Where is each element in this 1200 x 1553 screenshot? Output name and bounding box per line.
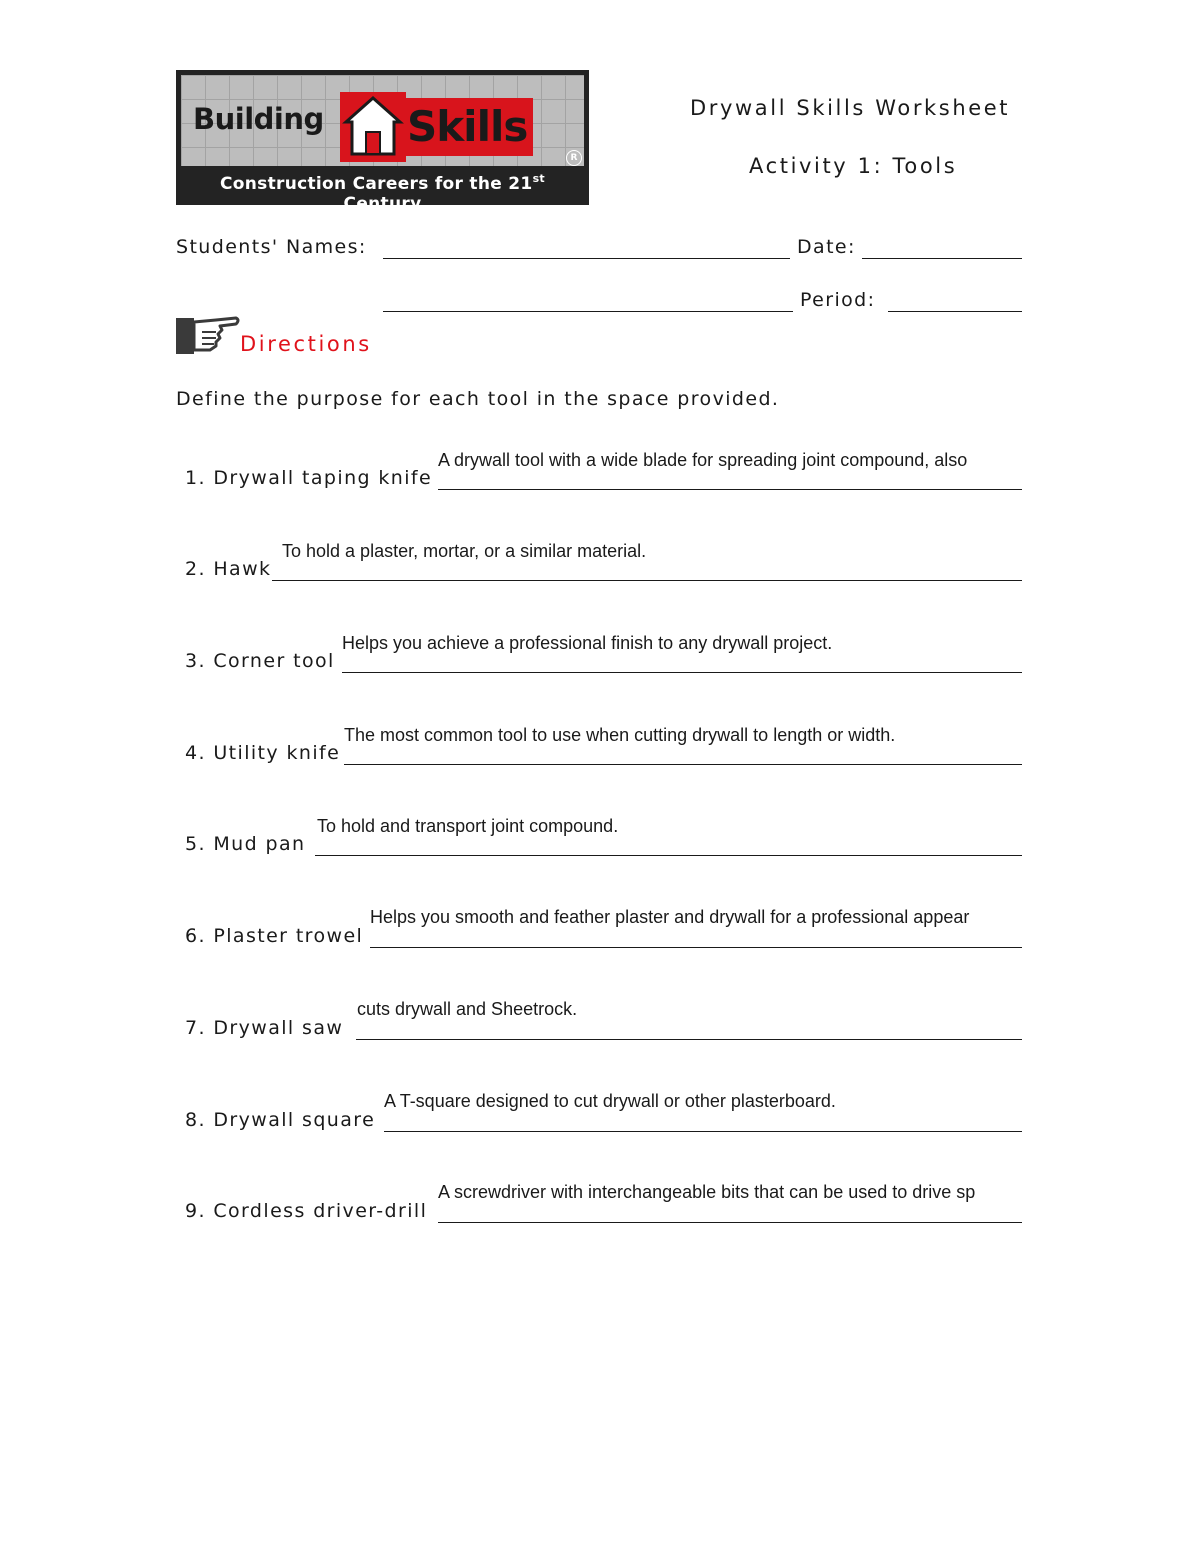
house-icon (340, 92, 406, 162)
students-names-label: Students' Names: (176, 236, 367, 258)
tool-5-answer[interactable]: To hold and transport joint compound. (317, 816, 619, 836)
tool-8-label: 8. Drywall square (185, 1109, 376, 1131)
tool-8-answer[interactable]: A T-square designed to cut drywall or other plasterboard. (384, 1091, 836, 1111)
tool-1-label: 1. Drywall taping knife (185, 467, 433, 489)
tool-4-label: 4. Utility knife (185, 742, 341, 764)
tool-3-label: 3. Corner tool (185, 650, 335, 672)
tool-5-line (315, 855, 1022, 856)
tool-6-line (370, 947, 1022, 948)
tool-3-answer[interactable]: Helps you achieve a professional finish to any drywall project. (342, 633, 833, 653)
tool-6-label: 6. Plaster trowel (185, 925, 364, 947)
directions-instruction: Define the purpose for each tool in the space provided. (176, 388, 780, 410)
tool-2-label: 2. Hawk (185, 558, 272, 580)
pointing-hand-icon (176, 312, 240, 356)
registered-mark: R (566, 150, 582, 166)
tool-2-line (272, 580, 1022, 581)
students-names-line-1[interactable] (383, 258, 790, 259)
directions-heading: Directions (240, 332, 372, 356)
tool-7-label: 7. Drywall saw (185, 1017, 344, 1039)
date-label: Date: (797, 236, 856, 258)
logo-word-skills: Skills (405, 98, 533, 156)
period-label: Period: (800, 289, 876, 311)
students-names-line-2[interactable] (383, 311, 793, 312)
building-skills-logo (176, 70, 589, 214)
tool-1-line (438, 489, 1022, 490)
tool-2-answer[interactable]: To hold a plaster, mortar, or a similar material. (282, 541, 647, 561)
date-line[interactable] (862, 258, 1022, 259)
logo-word-building: Building (193, 102, 324, 136)
tool-8-line (384, 1131, 1022, 1132)
activity-title: Activity 1: Tools (749, 154, 958, 178)
worksheet-title: Drywall Skills Worksheet (690, 96, 1011, 120)
tool-9-answer[interactable]: A screwdriver with interchangeable bits that can be used to drive sp (438, 1182, 976, 1202)
tool-9-line (438, 1222, 1022, 1223)
tool-1-answer[interactable]: A drywall tool with a wide blade for spreading joint compound, also (438, 450, 968, 470)
tool-7-line (356, 1039, 1022, 1040)
tool-9-label: 9. Cordless driver-drill (185, 1200, 428, 1222)
tool-6-answer[interactable]: Helps you smooth and feather plaster and drywall for a professional appear (370, 907, 970, 927)
logo-tagline: Construction Careers for the 21st Century (220, 172, 545, 214)
tool-4-line (344, 764, 1022, 765)
tool-7-answer[interactable]: cuts drywall and Sheetrock. (357, 999, 578, 1019)
period-line[interactable] (888, 311, 1022, 312)
tool-5-label: 5. Mud pan (185, 833, 306, 855)
tool-4-answer[interactable]: The most common tool to use when cutting drywall to length or width. (344, 725, 896, 745)
tool-3-line (342, 672, 1022, 673)
